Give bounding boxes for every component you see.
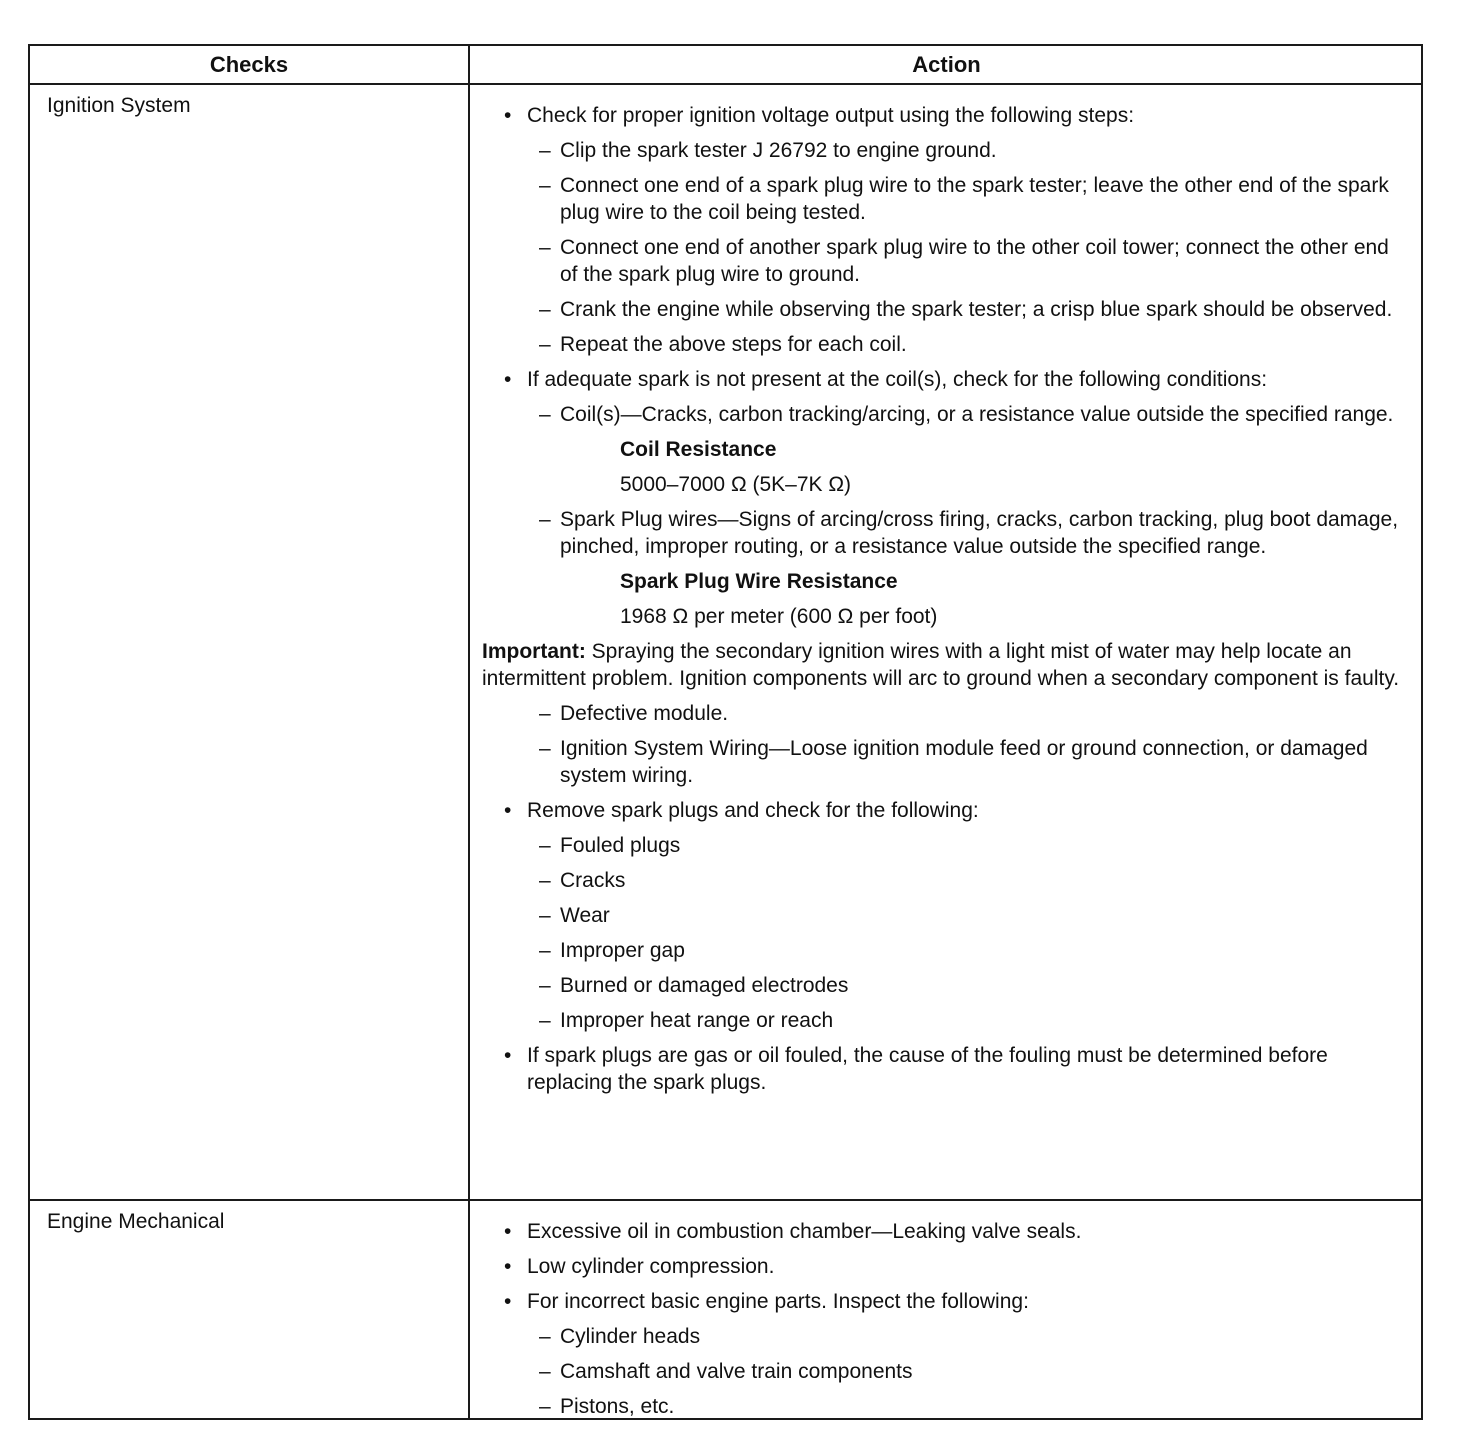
header-action: Action — [912, 52, 981, 77]
important-note — [482, 638, 1412, 692]
action-ignition-system — [482, 102, 1412, 1104]
list-item: – Coil(s)—Cracks, carbon tracking/arcing, or a resistance value outside the specified range. — [482, 401, 1412, 428]
list-item: – Ignition System Wiring—Loose ignition module feed or ground connection, or damaged system wiring. — [482, 735, 1412, 789]
diagnostic-table — [28, 44, 1423, 1420]
wire-resistance-value: 1968 Ω per meter (600 Ω per foot) — [620, 605, 938, 628]
list-item: – Camshaft and valve train components — [482, 1358, 1412, 1385]
list-item: – Pistons, etc. — [482, 1393, 1412, 1420]
check-engine-mechanical: Engine Mechanical — [47, 1210, 225, 1233]
list-item: • Check for proper ignition voltage output using the following steps: — [482, 102, 1412, 129]
list-item: – Connect one end of a spark plug wire to the spark tester; leave the other end of the spark plug wire to the coil being tested. — [482, 172, 1412, 226]
list-item: • If adequate spark is not present at the coil(s), check for the following conditions: — [482, 366, 1412, 393]
list-item: – Spark Plug wires—Signs of arcing/cross firing, cracks, carbon tracking, plug boot damage, pinched, improper routing, or a resistance value outside the specified range. — [482, 506, 1412, 560]
column-divider — [468, 46, 470, 1418]
list-item: – Improper gap — [482, 937, 1412, 964]
list-item: – Improper heat range or reach — [482, 1007, 1412, 1034]
row-divider — [30, 1199, 1421, 1201]
coil-resistance-title: Coil Resistance — [620, 438, 777, 461]
list-item: – Wear — [482, 902, 1412, 929]
list-item: – Cracks — [482, 867, 1412, 894]
header-checks: Checks — [209, 52, 289, 77]
coil-resistance-value: 5000–7000 Ω (5K–7K Ω) — [620, 473, 852, 496]
list-item: – Defective module. — [482, 700, 1412, 727]
list-item: • Remove spark plugs and check for the following: — [482, 797, 1412, 824]
list-item: – Connect one end of another spark plug wire to the other coil tower; connect the other end of the spark plug wire to ground. — [482, 234, 1412, 288]
list-item: • Low cylinder compression. — [482, 1253, 1412, 1280]
list-item: – Cylinder heads — [482, 1323, 1412, 1350]
action-engine-mechanical — [482, 1218, 1412, 1428]
list-item: – Crank the engine while observing the spark tester; a crisp blue spark should be observed. — [482, 296, 1412, 323]
list-item: • For incorrect basic engine parts. Inspect the following: — [482, 1288, 1412, 1315]
list-item: – Fouled plugs — [482, 832, 1412, 859]
important-text: Spraying the secondary ignition wires with a light mist of water may help locate an intermittent problem. Ignition components will arc to ground when a secondary component is faulty. — [482, 640, 1400, 690]
list-item: • If spark plugs are gas or oil fouled, the cause of the fouling must be determined before replacing the spark plugs. — [482, 1042, 1412, 1096]
list-item: – Clip the spark tester J 26792 to engine ground. — [482, 137, 1412, 164]
list-item: • Excessive oil in combustion chamber—Leaking valve seals. — [482, 1218, 1412, 1245]
important-label: Important: — [482, 640, 586, 663]
list-item: – Repeat the above steps for each coil. — [482, 331, 1412, 358]
check-ignition-system: Ignition System — [47, 94, 191, 117]
list-item: – Burned or damaged electrodes — [482, 972, 1412, 999]
wire-resistance-title: Spark Plug Wire Resistance — [620, 570, 898, 593]
